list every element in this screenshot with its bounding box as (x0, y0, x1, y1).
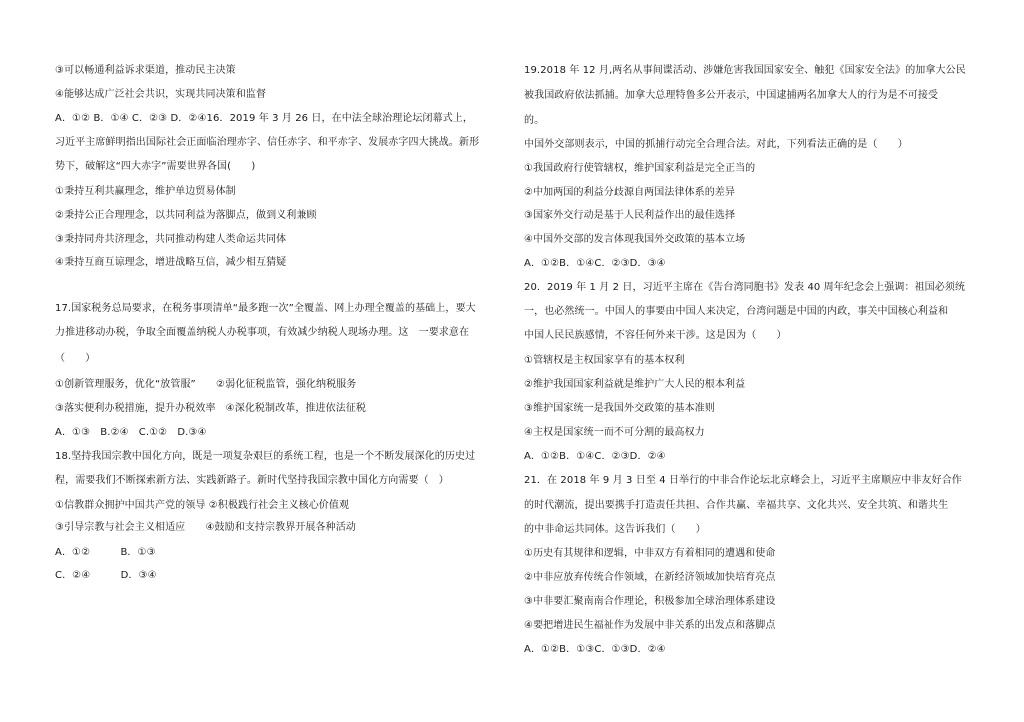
text-line: ①秉持互利共赢理念，维护单边贸易体制 (55, 186, 236, 197)
text-line: C．②④ D．③④ (55, 570, 157, 581)
text-line: 被我国政府依法抓捕。加拿大总理特鲁多公开表示，中国逮捕两名加拿大人的行为是不可接受 (524, 90, 939, 101)
text-line: A．①②B．①③C．①③D．②④ (524, 644, 666, 655)
text-line: ①历史有其规律和逻辑，中非双方有着相同的遭遇和使命 (524, 548, 776, 559)
text-line: ③国家外交行动是基于人民利益作出的最佳选择 (524, 210, 736, 221)
text-line: ②秉持公正合理理念，以共同利益为落脚点，做到义利兼顾 (55, 210, 317, 221)
text-line: 的时代潮流，提出要携手打造责任共担、合作共赢、幸福共享、文化共兴、安全共筑、和谐共生 (524, 500, 949, 511)
text-line: A．①② B．①③ (55, 547, 156, 558)
text-line: 18.坚持我国宗教中国化方向，既是一项复杂艰巨的系统工程，也是一个不断发展深化的历史过 (55, 451, 476, 462)
text-line: 势下，破解这“四大赤字”需要世界各国( ) (55, 161, 256, 172)
text-line: ①信教群众拥护中国共产党的领导 ②积极践行社会主义核心价值观 (55, 500, 350, 511)
text-line: ①我国政府行使管辖权，维护国家利益是完全正当的 (524, 163, 756, 174)
text-line: ③引导宗教与社会主义相适应 ④鼓励和支持宗教界开展各种活动 (55, 522, 356, 533)
text-line: ③维护国家统一是我国外交政策的基本准则 (524, 403, 715, 414)
text-line: 17.国家税务总局要求，在税务事项清单“最多跑一次”全覆盖、网上办理全覆盖的基础上，要大 (55, 303, 476, 314)
text-line: ①创新管理服务，优化“放管服” ②弱化征税监管，强化纳税服务 (55, 379, 357, 390)
text-line: 21．在 2018 年 9 月 3 日至 4 日举行的中非合作论坛北京峰会上，习近平主席顺应中非友好合作 (524, 475, 962, 486)
text-line: A．①②B．①④C．②③D．③④ (524, 258, 666, 269)
text-line: ④要把增进民生福祉作为发展中非关系的出发点和落脚点 (524, 620, 776, 631)
text-line: 19.2018 年 12 月,两名从事间谍活动、涉嫌危害我国国家安全、触犯《国家安全法》的加拿大公民 (524, 65, 966, 76)
text-line: A．①②B．①④C．②③D．②④ (524, 451, 666, 462)
text-line: ②维护我国国家利益就是维护广大人民的根本利益 (524, 379, 746, 390)
text-line: ③中非要汇聚南南合作理论，积极参加全球治理体系建设 (524, 596, 776, 607)
text-line: 的中非命运共同体。这告诉我们（ ） (524, 524, 706, 535)
text-line: 习近平主席鲜明指出国际社会正面临治理赤字、信任赤字、和平赤字、发展赤字四大挑战。新形 (55, 137, 480, 148)
text-line: ④能够达成广泛社会共识，实现共同决策和监督 (55, 89, 267, 100)
text-line: 程，需要我们不断探索新方法、实践新路子。新时代坚持我国宗教中国化方向需要（ ） (55, 475, 449, 486)
text-line: 20．2019 年 1 月 2 日，习近平主席在《告台湾同胞书》发表 40 周年纪念会上强调：祖国必须统 (524, 282, 966, 293)
text-line: A．①③ B.②④ C.①② D.③④ (55, 427, 207, 438)
text-line: ③可以畅通利益诉求渠道，推动民主决策 (55, 65, 236, 76)
text-line: ③落实便利办税措施，提升办税效率 ④深化税制改革，推进依法征税 (55, 403, 367, 414)
text-line: ④秉持互商互谅理念，增进战略互信，减少相互猜疑 (55, 257, 287, 268)
text-line: ②中非应放弃传统合作领域，在新经济领域加快培育亮点 (524, 572, 776, 583)
text-line: ④中国外交部的发言体现我国外交政策的基本立场 (524, 234, 746, 245)
text-line: 力推进移动办税，争取全面覆盖纳税人办税事项，有效减少纳税人现场办理。这 一要求意在 (55, 327, 470, 338)
text-line: 的。 (524, 115, 545, 126)
text-line: （ ） (55, 353, 96, 364)
text-line: 中国外交部则表示，中国的抓捕行动完全合理合法。对此，下列看法正确的是（ ） (524, 139, 908, 150)
text-line: ①管辖权是主权国家享有的基本权利 (524, 355, 685, 366)
text-line: ②中加两国的利益分歧源自两国法律体系的差异 (524, 187, 736, 198)
text-line: A．①② B．①④ C．②③ D．②④16．2019 年 3 月 26 日，在中法全球治理论坛闭幕式上， (55, 113, 473, 124)
text-line: ③秉持同舟共济理念，共同推动构建人类命运共同体 (55, 234, 287, 245)
text-line: 一，也必然统一。中国人的事要由中国人来决定，台湾问题是中国的内政，事关中国核心利益和 (524, 306, 949, 317)
text-line: ④主权是国家统一而不可分割的最高权力 (524, 427, 705, 438)
text-line: 中国人民民族感情，不容任何外来干涉。这是因为（ ） (524, 330, 787, 341)
